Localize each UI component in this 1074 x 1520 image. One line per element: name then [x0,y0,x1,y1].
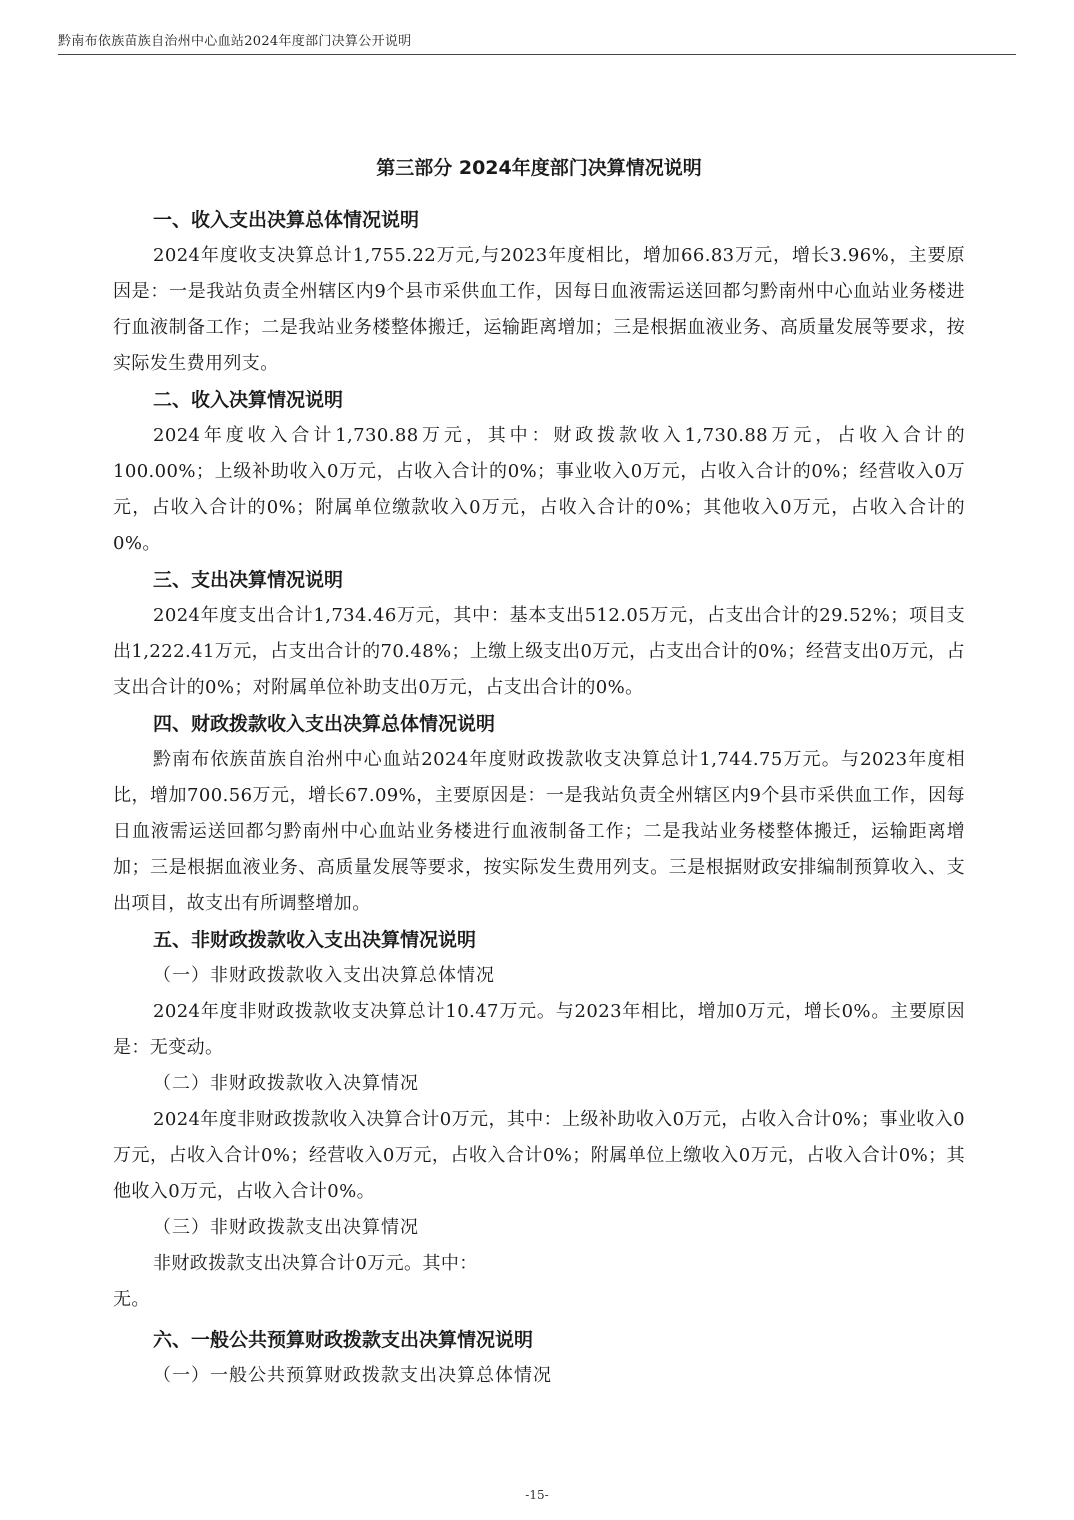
subsection-heading: （一）非财政拨款收入支出决算总体情况 [153,965,495,986]
subsection-heading: （二）非财政拨款收入决算情况 [153,1073,419,1094]
paragraph: 2024年度非财政拨款收支决算总计10.47万元。与2023年相比，增加0万元，增长0%。主要原因是：无变动。 [113,1001,965,1058]
paragraph: 2024年度支出合计1,734.46万元，其中：基本支出512.05万元，占支出合计的29.52%；项目支出1,222.41万元，占支出合计的70.48%；上缴上级支出0万元，占支出合计的0%；经营支出0万元，占支出合计的0%；对附属单位补助支出0万元，占支出合计的0%。 [113,605,965,698]
document-body [113,150,965,1394]
document-title: 第三部分 2024年度部门决算情况说明 [376,157,702,179]
paragraph: 2024年度收入合计1,730.88万元，其中：财政拨款收入1,730.88万元，占收入合计的100.00%；上级补助收入0万元，占收入合计的0%；事业收入0万元，占收入合计的0%；经营收入0万元，占收入合计的0%；附属单位缴款收入0万元，占收入合计的0%；其他收入0万元，占收入合计的0%。 [113,425,965,554]
paragraph: 非财政拨款支出决算合计0万元。其中： [153,1253,478,1274]
paragraph: 2024年度收支决算总计1,755.22万元,与2023年度相比，增加66.83万元，增长3.96%，主要原因是：一是我站负责全州辖区内9个县市采供血工作，因每日血液需运送回都匀黔南州中心血站业务楼进行血液制备工作；二是我站业务楼整体搬迁，运输距离增加；三是根据血液业务、高质量发展等要求，按实际发生费用列支。 [113,245,965,374]
header-divider [58,54,1016,55]
section-heading: 三、支出决算情况说明 [153,569,344,591]
paragraph: 2024年度非财政拨款收入决算合计0万元，其中：上级补助收入0万元，占收入合计0%；事业收入0万元，占收入合计0%；经营收入0万元，占收入合计0%；附属单位上缴收入0万元，占收入合计0%；其他收入0万元，占收入合计0%。 [113,1109,965,1202]
section-heading: 二、收入决算情况说明 [153,389,344,411]
section-heading: 五、非财政拨款收入支出决算情况说明 [153,929,477,951]
subsection-heading: （一）一般公共预算财政拨款支出决算总体情况 [153,1365,552,1386]
section-heading: 六、一般公共预算财政拨款支出决算情况说明 [153,1329,534,1351]
subsection-heading: （三）非财政拨款支出决算情况 [153,1217,419,1238]
paragraph: 无。 [113,1289,150,1310]
section-heading: 一、收入支出决算总体情况说明 [153,209,420,231]
paragraph: 黔南布依族苗族自治州中心血站2024年度财政拨款收支决算总计1,744.75万元。与2023年度相比，增加700.56万元，增长67.09%，主要原因是：一是我站负责全州辖区内9个县市采供血工作，因每日血液需运送回都匀黔南州中心血站业务楼进行血液制备工作；二是我站业务楼整体搬迁，运输距离增加；三是根据血液业务、高质量发展等要求，按实际发生费用列支。三是根据财政安排编制预算收入、支出项目，故支出有所调整增加。 [113,749,965,914]
running-header: 黔南布依族苗族自治州中心血站2024年度部门决算公开说明 [58,34,412,49]
section-heading: 四、财政拨款收入支出决算总体情况说明 [153,713,496,735]
page-number: -15- [525,1488,549,1502]
